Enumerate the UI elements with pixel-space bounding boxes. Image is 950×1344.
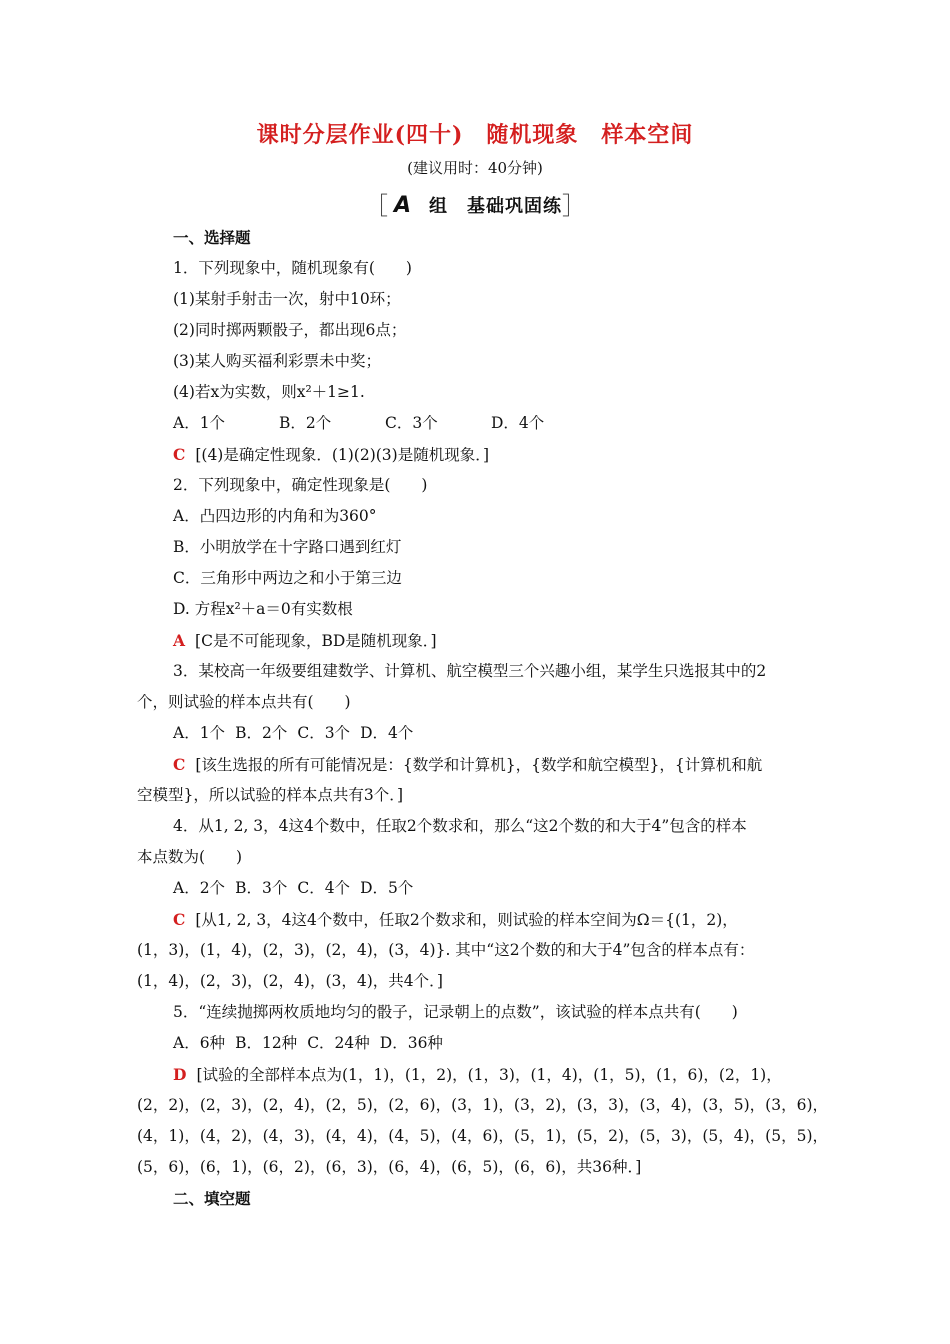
answer-explanation: [从1, 2, 3，4这4个数中，任取2个数求和，则试验的样本空间为Ω＝{(1，2)， — [195, 911, 738, 929]
option-b: B．2个 — [235, 724, 288, 742]
question-4-stem: 4．从1, 2, 3，4这4个数中，任取2个数求和，那么“这2个数的和大于4”包含的样本 — [173, 817, 747, 835]
question-5-stem: 5．“连续抛掷两枚质地均匀的骰子，记录朝上的点数”，该试验的样本点共有( ) — [173, 1003, 738, 1021]
option-b: B．2个 — [279, 414, 332, 432]
option-a: A．2个 — [173, 879, 226, 897]
option-d: D．36种 — [379, 1034, 443, 1052]
question-3-stem-cont: 个，则试验的样本点共有( ) — [137, 693, 351, 711]
option-a: A．1个 — [173, 414, 226, 432]
content — [137, 222, 828, 1214]
question-4-answer — [137, 904, 817, 935]
section-heading-fill: 二、填空题 — [173, 1189, 251, 1208]
question-1-options — [137, 408, 817, 439]
question-1-answer — [137, 439, 817, 470]
question-1-item: (4)若x为实数，则x²＋1≥1. — [173, 383, 365, 401]
option-c: C．3个 — [385, 414, 438, 432]
question-1-item: (1)某射手射击一次，射中10环； — [173, 290, 401, 308]
answer-letter: A — [173, 631, 186, 650]
question-4-stem-cont: 本点数为( ) — [137, 848, 243, 866]
question-3-stem: 3．某校高一年级要组建数学、计算机、航空模型三个兴趣小组，某学生只选报其中的2 — [173, 662, 767, 680]
question-5-options — [137, 1028, 817, 1059]
option-d: D. 方程x²＋a＝0有实数根 — [173, 600, 353, 618]
answer-explanation: [试验的全部样本点为(1，1)，(1，2)，(1，3)，(1，4)，(1，5)，(1，6)，(2，1)， — [196, 1066, 782, 1084]
section-heading-choice: 一、选择题 — [173, 228, 251, 247]
answer-letter: C — [173, 755, 186, 774]
option-c: C．4个 — [297, 879, 351, 897]
question-1-item: (3)某人购买福利彩票未中奖； — [173, 352, 381, 370]
option-a: A．凸四边形的内角和为360° — [173, 507, 377, 525]
question-1-item: (2)同时掷两颗骰子，都出现6点； — [173, 321, 407, 339]
answer-explanation: [C是不可能现象，BD是随机现象．] — [195, 632, 437, 650]
option-d: D．4个 — [491, 414, 545, 432]
group-heading — [0, 186, 950, 221]
option-a: A．6种 — [173, 1034, 226, 1052]
question-2-answer — [137, 625, 817, 656]
answer-letter: D — [173, 1065, 187, 1084]
question-5-answer — [137, 1059, 817, 1090]
group-label: 组 基础巩固练 — [429, 196, 563, 217]
suggested-time: (建议用时：40分钟) — [407, 159, 543, 177]
group-letter: A — [393, 193, 412, 218]
answer-explanation-cont: 空模型}，所以试验的样本点共有3个．] — [137, 786, 404, 804]
answer-explanation-cont: (2，2)，(2，3)，(2，4)，(2，5)，(2，6)，(3，1)，(3，2)，(3，3)，(3，4)，(3，5)，(3，6)， — [137, 1096, 828, 1114]
option-c: C．三角形中两边之和小于第三边 — [173, 569, 402, 587]
question-2-stem: 2．下列现象中，确定性现象是( ) — [173, 476, 428, 494]
page-title: 课时分层作业(四十) 随机现象 样本空间 — [256, 122, 694, 148]
answer-explanation-cont: (4，1)，(4，2)，(4，3)，(4，4)，(4，5)，(4，6)，(5，1)，(5，2)，(5，3)，(5，4)，(5，5)， — [137, 1127, 828, 1145]
answer-letter: C — [173, 445, 186, 464]
option-b: B．3个 — [235, 879, 288, 897]
answer-explanation: [该生选报的所有可能情况是：{数学和计算机}，{数学和航空模型}，{计算机和航 — [195, 756, 763, 774]
question-1-stem: 1．下列现象中，随机现象有( ) — [173, 259, 412, 277]
answer-explanation-cont: (5，6)，(6，1)，(6，2)，(6，3)，(6，4)，(6，5)，(6，6)，共36种．] — [137, 1158, 642, 1176]
group-bracket-open: ［ — [363, 192, 388, 220]
question-3-options — [137, 718, 817, 749]
option-a: A．1个 — [173, 724, 226, 742]
option-b: B．小明放学在十字路口遇到红灯 — [173, 538, 402, 556]
answer-explanation-cont: (1，4)，(2，3)，(2，4)，(3，4)，共4个．] — [137, 972, 443, 990]
group-bracket-close: ］ — [562, 192, 587, 220]
option-d: D．4个 — [360, 724, 414, 742]
answer-explanation-cont: (1，3)，(1，4)，(2，3)，(2，4)，(3，4)}. 其中“这2个数的和大于4”包含的样本点有： — [137, 941, 755, 959]
option-b: B．12种 — [235, 1034, 298, 1052]
answer-explanation: [(4)是确定性现象．(1)(2)(3)是随机现象．] — [195, 446, 490, 464]
question-3-answer — [137, 749, 817, 780]
answer-letter: C — [173, 910, 186, 929]
option-d: D．5个 — [360, 879, 414, 897]
option-c: C．24种 — [307, 1034, 370, 1052]
option-c: C．3个 — [297, 724, 351, 742]
question-4-options — [137, 873, 817, 904]
